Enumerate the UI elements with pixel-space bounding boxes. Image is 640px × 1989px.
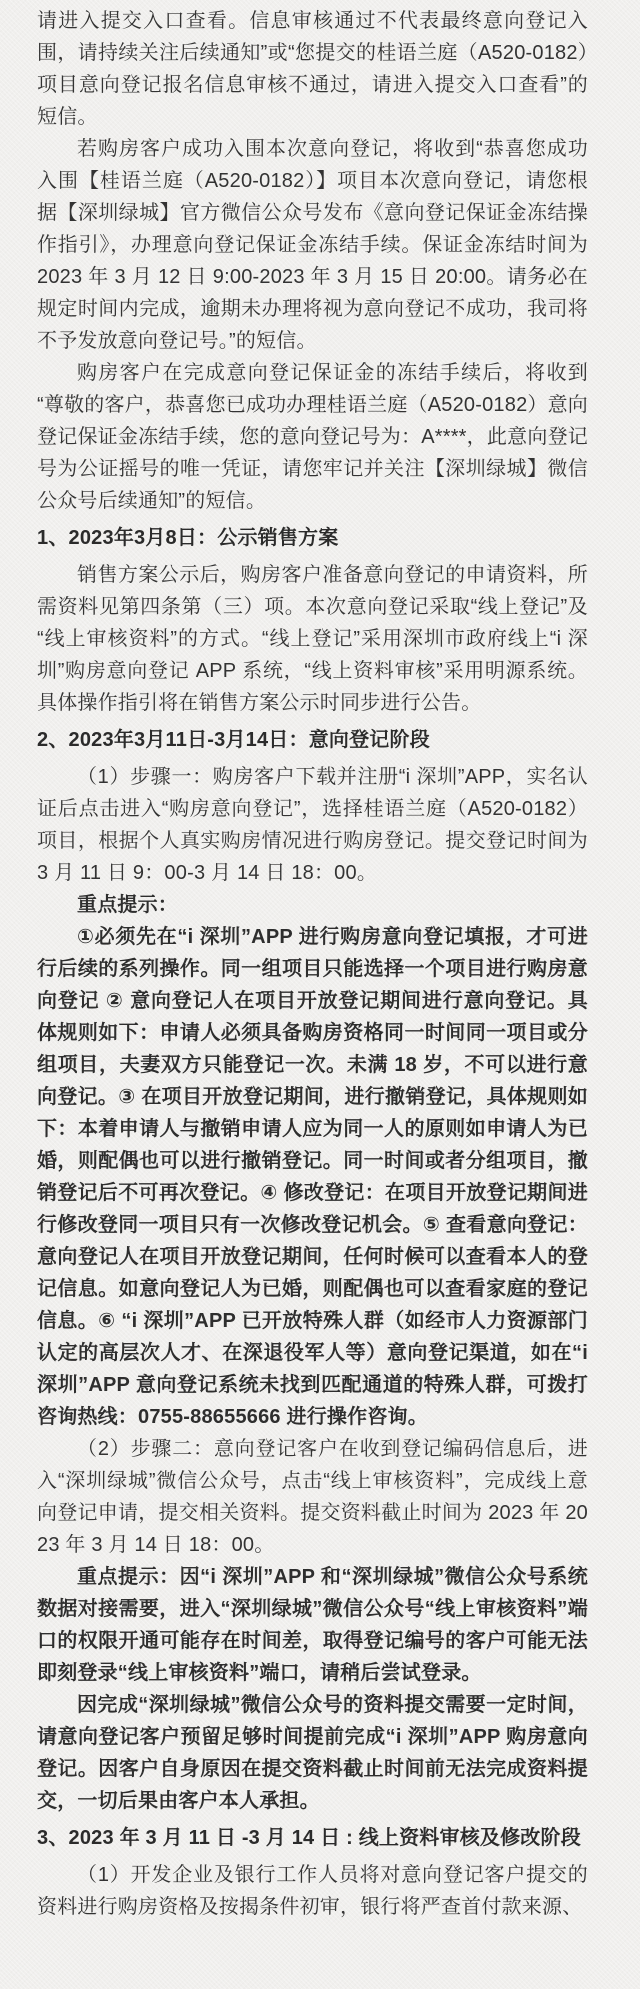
highlight-paragraph: 重点提示： (77, 894, 178, 916)
body-paragraph: （2）步骤二：意向登记客户在收到登记编码信息后，进入“深圳绿城”微信公众号，点击“线上审核资料”，完成线上意向登记申请，提交相关资料。提交资料截止时间为 2023 年 2023 年 3 月 14 日 18：00。 (37, 1438, 588, 1556)
body-paragraph: （1）步骤一：购房客户下载并注册“i 深圳”APP，实名认证后点击进入“购房意向登记”，选择桂语兰庭（A520-0182）项目，根据个人真实购房情况进行购房登记。提交登记时间为 3 月 11 日 9：00-3 月 14 日 18：00。 (37, 766, 588, 884)
body-paragraph: （1）开发企业及银行工作人员将对意向登记客户提交的资料进行购房资格及按揭条件初审，银行将严查首付款来源、 (37, 1864, 588, 1918)
highlight-paragraph: ①必须先在“i 深圳”APP 进行购房意向登记填报，才可进行后续的系列操作。同一组项目只能选择一个项目进行购房意向登记 ② 意向登记人在项目开放登记期间进行意向登记。具体规则如下：申请人必须具备购房资格同一时间同一项目或分组项目，夫妻双方只能登记一次。未满 18 岁，不可以进行意向登记。③ 在项目开放登记期间，进行撤销登记，具体规则如下：本着申请人与撤销申请人应为同一人的原则如申请人为已婚，则配偶也可以进行撤销登记。同一时间或者分组项目，撤销登记后不可再次登记。④ 修改登记：在项目开放登记期间进行修改登同一项目只有一次修改登记机会。⑤ 查看意向登记：意向登记人在项目开放登记期间，任何时候可以查看本人的登记信息。如意向登记人为已婚，则配偶也可以查看家庭的登记信息。⑥ “i 深圳”APP 已开放特殊人群（如经市人力资源部门认定的高层次人才、在深退役军人等）意向登记渠道，如在“i 深圳”APP 意向登记系统未找到匹配通道的特殊人群，可拨打咨询热线：0755-88655666 进行操作咨询。 (37, 926, 588, 1428)
section-heading: 2、2023年3月11日-3月14日：意向登记阶段 (37, 729, 430, 751)
section-heading: 1、2023年3月8日：公示销售方案 (37, 527, 339, 549)
highlight-paragraph: 重点提示：因“i 深圳”APP 和“深圳绿城”微信公众号系统数据对接需要，进入“深圳绿城”微信公众号“线上审核资料”端口的权限开通可能存在时间差，取得登记编号的客户可能无法即刻登录“线上审核资料”端口，请稍后尝试登录。 (37, 1566, 588, 1684)
body-paragraph: 购房客户在完成意向登记保证金的冻结手续后，将收到“尊敬的客户，恭喜您已成功办理桂语兰庭（A520-0182）意向登记保证金冻结手续，您的意向登记号为：A****，此意向登记号为公证摇号的唯一凭证，请您牢记并关注【深圳绿城】微信公众号后续通知”的短信。 (37, 362, 588, 512)
highlight-paragraph: 因完成“深圳绿城”微信公众号的资料提交需要一定时间，请意向登记客户预留足够时间提前完成“i 深圳”APP 购房意向登记。因客户自身原因在提交资料截止时间前无法完成资料提交，一切后果由客户本人承担。 (37, 1694, 588, 1812)
section-heading: 3、2023 年 3 月 11 日 -3 月 14 日 : 线上资料审核及修改阶段 (37, 1827, 581, 1849)
body-paragraph-continued: 请进入提交入口查看。信息审核通过不代表最终意向登记入围，请持续关注后续通知”或“您提交的桂语兰庭（A520-0182）项目意向登记报名信息审核不通过，请进入提交入口查看”的短信。 (37, 10, 588, 128)
body-paragraph: 销售方案公示后，购房客户准备意向登记的申请资料，所需资料见第四条第（三）项。本次意向登记采取“线上登记”及“线上审核资料”的方式。“线上登记”采用深圳市政府线上“i 深圳”购房意向登记 APP 系统，“线上资料审核”采用明源系统。具体操作指引将在销售方案公示时同步进行公告。 (37, 564, 588, 714)
body-paragraph: 若购房客户成功入围本次意向登记，将收到“恭喜您成功入围【桂语兰庭（A520-0182）】项目本次意向登记，请您根据【深圳绿城】官方微信公众号发布《意向登记保证金冻结操作指引》，办理意向登记保证金冻结手续。保证金冻结时间为 2023 年 3 月 12 日 9:00-2023 年 3 月 15 日 20:00。请务必在规定时间内完成，逾期未办理将视为意向登记不成功，我司将不予发放意向登记号。”的短信。 (37, 138, 588, 352)
